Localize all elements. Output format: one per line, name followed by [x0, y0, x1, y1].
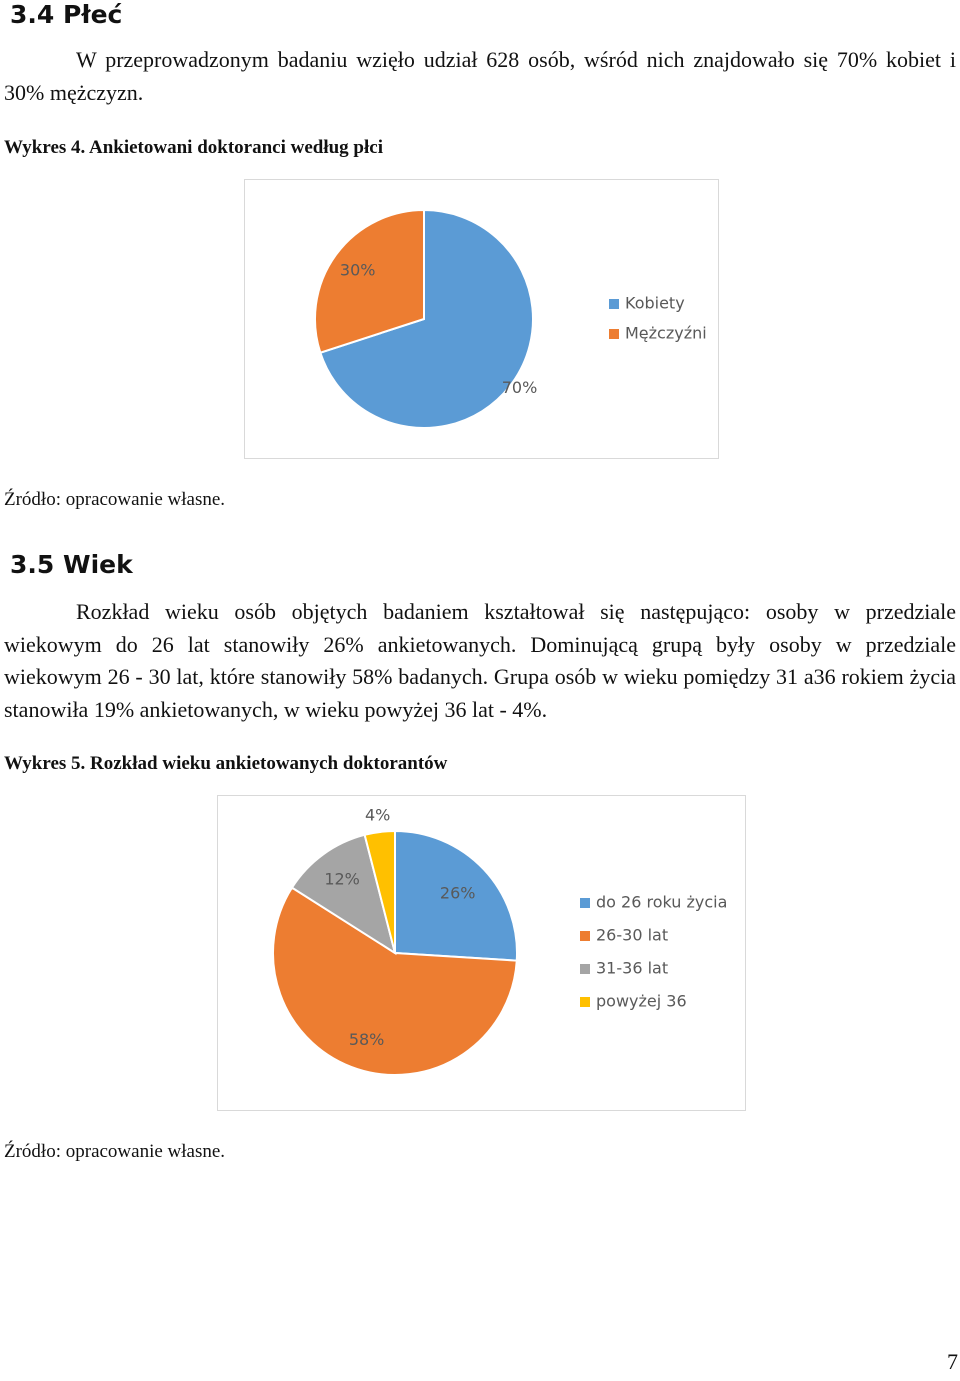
page-number: 7	[947, 1349, 958, 1374]
pie-label-0: 70%	[501, 377, 538, 397]
pie-label-3: 4%	[365, 805, 391, 825]
legend-label-0: do 26 roku życia	[596, 892, 728, 912]
age-pie-svg	[218, 796, 745, 1110]
chart-caption-gender: Wykres 4. Ankietowani doktoranci według płci	[4, 137, 383, 158]
legend-swatch-3	[580, 997, 590, 1007]
legend-swatch-2	[580, 964, 590, 974]
section-heading-age: 3.5 Wiek	[10, 550, 133, 579]
pie-label-0: 26%	[439, 883, 476, 903]
source-note-gender: Źródło: opracowanie własne.	[4, 489, 226, 510]
legend-swatch-1	[580, 931, 590, 941]
legend-label-1: 26-30 lat	[596, 925, 669, 945]
gender-chart	[244, 179, 719, 459]
legend-label-1: Mężczyźni	[625, 323, 707, 343]
legend-swatch-0	[609, 299, 619, 309]
source-note-age: Źródło: opracowanie własne.	[4, 1141, 226, 1162]
pie-label-1: 30%	[339, 260, 376, 280]
legend-label-2: 31-36 lat	[596, 958, 669, 978]
gender-paragraph: W przeprowadzonym badaniu wzięło udział 628 osób, wśród nich znajdowało się 70% kobiet i 30% mężczyzn.	[4, 47, 956, 105]
legend-swatch-0	[580, 898, 590, 908]
chart-caption-age: Wykres 5. Rozkład wieku ankietowanych doktorantów	[4, 753, 448, 774]
section-heading-gender: 3.4 Płeć	[10, 0, 123, 29]
legend-label-3: powyżej 36	[596, 991, 687, 1011]
pie-label-2: 12%	[324, 869, 360, 889]
pie-label-1: 58%	[348, 1030, 385, 1049]
age-paragraph: Rozkład wieku osób objętych badaniem kształtował się następująco: osoby w przedziale wiekowym do 26 lat stanowiły 26% ankietowanych. Dominującą grupą były osoby w przedziale wiekowym 26 - 30 lat, które stanowiły 58% badanych. Grupa osób w wieku pomiędzy 31 a36 rokiem życia stanowiła 19% ankietowanych, w wieku powyżej 36 lat - 4%.	[4, 599, 956, 722]
legend-swatch-1	[609, 329, 619, 339]
gender-pie-svg	[245, 180, 718, 458]
legend-label-0: Kobiety	[625, 293, 685, 313]
age-chart	[217, 795, 746, 1111]
